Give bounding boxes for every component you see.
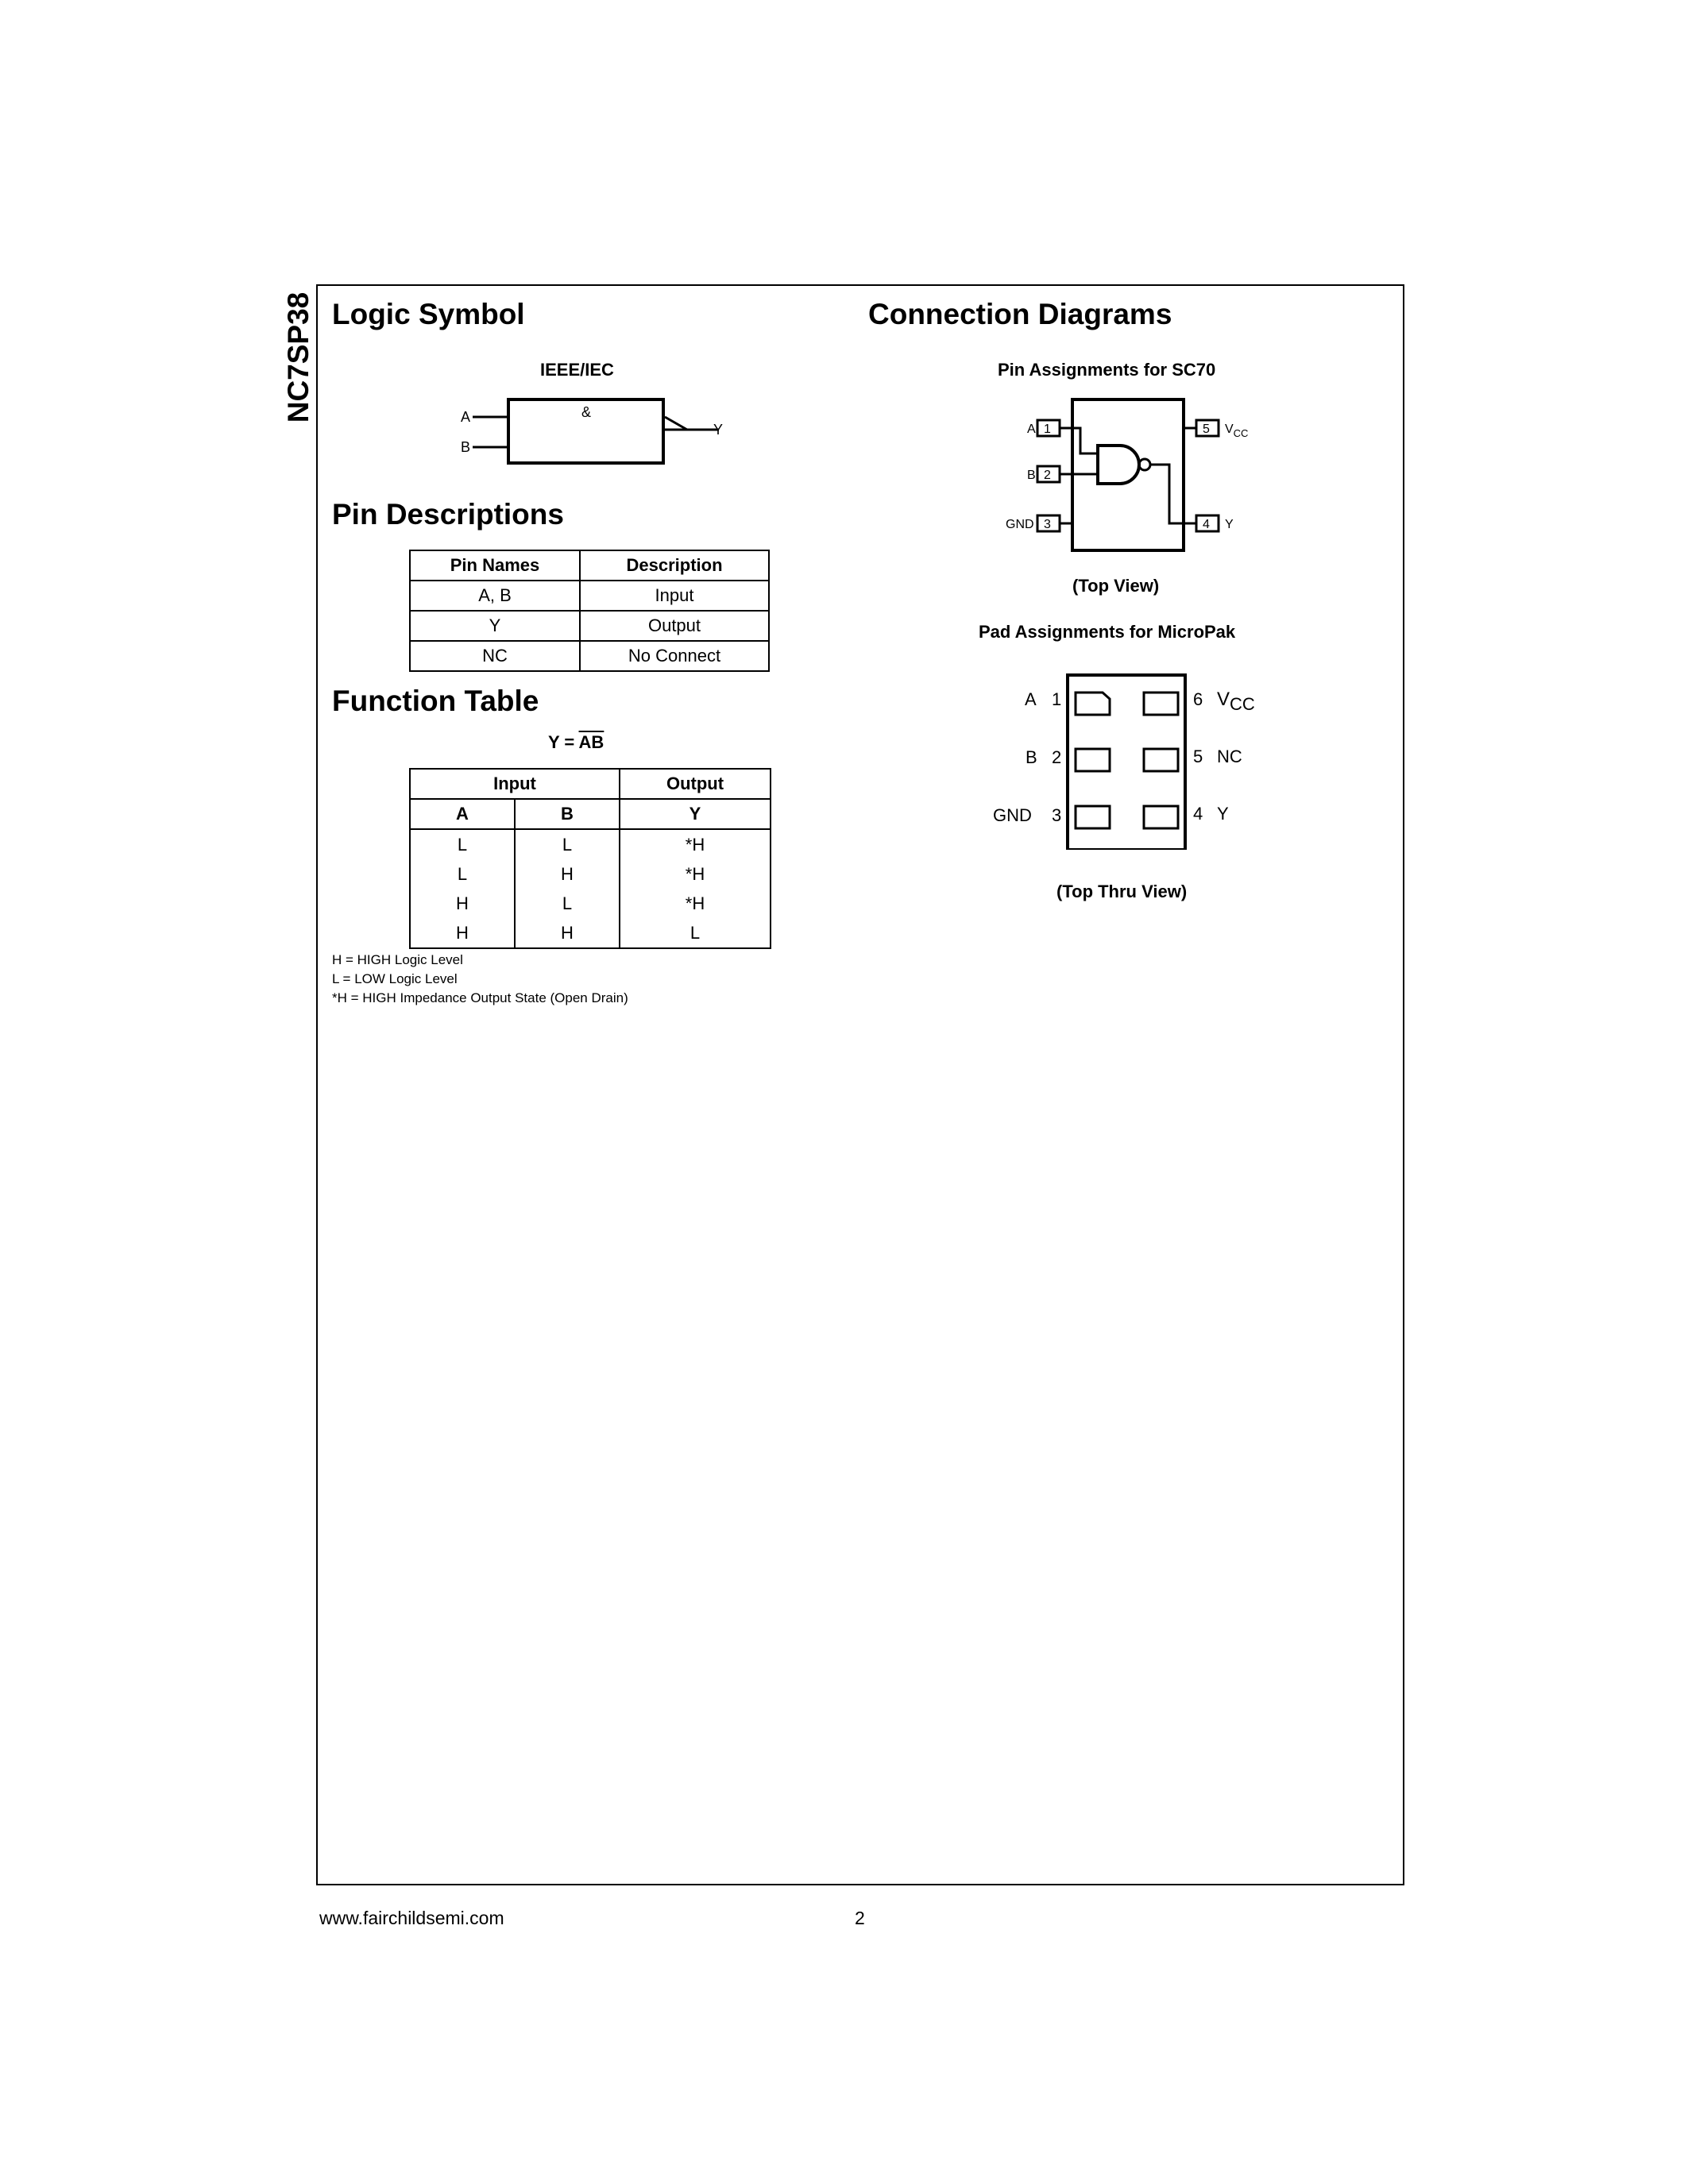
table-row xyxy=(410,641,769,671)
micropak-pad-num: 3 xyxy=(1052,805,1062,825)
table-row xyxy=(410,829,771,859)
micropak-pad-num: 2 xyxy=(1052,747,1062,767)
table-row xyxy=(410,611,769,641)
sc70-pin-num: 4 xyxy=(1203,518,1210,531)
sc70-pin-num: 3 xyxy=(1044,518,1051,531)
table-cell: NC xyxy=(410,641,580,671)
logic-symbol-standard: IEEE/IEC xyxy=(540,360,614,380)
micropak-pad-name-y: Y xyxy=(1217,804,1229,824)
column-header: A xyxy=(410,799,515,829)
sc70-pin-num: 5 xyxy=(1203,423,1210,436)
logic-input-b-label: B xyxy=(461,439,471,455)
function-equation xyxy=(548,732,604,753)
table-cell: No Connect xyxy=(580,641,769,671)
table-cell: Y xyxy=(410,611,580,641)
connection-diagrams-heading: Connection Diagrams xyxy=(868,298,1172,330)
table-row xyxy=(410,889,771,918)
column-header: B xyxy=(515,799,620,829)
logic-symbol-heading: Logic Symbol xyxy=(332,298,525,330)
pin-descriptions-heading: Pin Descriptions xyxy=(332,498,564,531)
logic-symbol-diagram xyxy=(445,393,731,473)
table-cell: L xyxy=(410,829,515,859)
pin-descriptions-table xyxy=(409,550,770,672)
sc70-pin-name-a: A xyxy=(1027,423,1036,436)
function-table-notes xyxy=(332,951,628,1008)
table-cell: *H xyxy=(620,889,771,918)
micropak-pad-num: 1 xyxy=(1052,689,1062,709)
vcc-subscript: CC xyxy=(1233,427,1249,439)
table-cell: H xyxy=(410,889,515,918)
table-cell: L xyxy=(515,889,620,918)
column-header: Description xyxy=(580,550,769,581)
micropak-pad-name-b: B xyxy=(1026,747,1037,767)
table-cell: Output xyxy=(580,611,769,641)
group-header-output: Output xyxy=(620,769,771,799)
table-cell: *H xyxy=(620,829,771,859)
micropak-pad-name-a: A xyxy=(1025,689,1037,709)
table-row xyxy=(410,918,771,948)
equation-overbar-term: $\overline{AB}$ xyxy=(578,732,605,752)
micropak-pad-name-nc: NC xyxy=(1217,747,1242,766)
footer-url: www.fairchildsemi.com xyxy=(319,1908,504,1928)
table-cell: L xyxy=(515,829,620,859)
sc70-caption: (Top View) xyxy=(1072,576,1160,596)
logic-input-a-label: A xyxy=(461,409,471,425)
micropak-pad-name-vcc xyxy=(1217,689,1255,714)
micropak-pad-num: 6 xyxy=(1193,689,1203,709)
table-group-header-row xyxy=(410,769,771,799)
table-cell: *H xyxy=(620,859,771,889)
column-header: Pin Names xyxy=(410,550,580,581)
micropak-pad-num: 4 xyxy=(1193,804,1203,824)
note-line: *H = HIGH Impedance Output State (Open Drain) xyxy=(332,990,628,1005)
note-line: L = LOW Logic Level xyxy=(332,971,458,986)
column-header: Y xyxy=(620,799,771,829)
sc70-pin-name-y: Y xyxy=(1225,518,1234,531)
table-cell: H xyxy=(410,918,515,948)
micropak-pad-name-gnd: GND xyxy=(993,805,1032,825)
function-table-heading: Function Table xyxy=(332,685,539,717)
page-number: 2 xyxy=(855,1908,865,1928)
sc70-pin-diagram xyxy=(993,392,1263,566)
table-cell: L xyxy=(620,918,771,948)
part-number-vertical xyxy=(275,286,323,429)
table-cell: H xyxy=(515,859,620,889)
micropak-pad-diagram xyxy=(985,667,1279,850)
sc70-pin-num: 2 xyxy=(1044,469,1051,482)
vcc-subscript: CC xyxy=(1230,694,1255,714)
table-cell: H xyxy=(515,918,620,948)
table-header-row xyxy=(410,550,769,581)
function-table xyxy=(409,768,771,949)
logic-gate-and-label: & xyxy=(581,404,592,420)
vcc-main: V xyxy=(1217,689,1230,710)
note-line: H = HIGH Logic Level xyxy=(332,952,463,967)
sc70-title: Pin Assignments for SC70 xyxy=(998,360,1216,380)
micropak-caption: (Top Thru View) xyxy=(1056,882,1188,901)
table-row xyxy=(410,859,771,889)
sc70-pin-name-gnd: GND xyxy=(1006,518,1034,531)
table-cell: Input xyxy=(580,581,769,611)
sc70-pin-name-vcc xyxy=(1225,423,1248,439)
table-cell: L xyxy=(410,859,515,889)
equation-prefix: Y = xyxy=(548,732,579,752)
sc70-pin-name-b: B xyxy=(1027,469,1036,482)
table-header-row xyxy=(410,799,771,829)
table-row xyxy=(410,581,769,611)
group-header-input: Input xyxy=(410,769,620,799)
vcc-main: V xyxy=(1225,423,1234,436)
part-number-text: NC7SP38 xyxy=(282,291,315,423)
logic-output-y-label: Y xyxy=(713,422,724,438)
sc70-pin-num: 1 xyxy=(1044,423,1051,436)
micropak-title: Pad Assignments for MicroPak xyxy=(979,622,1236,642)
table-cell: A, B xyxy=(410,581,580,611)
micropak-pad-num: 5 xyxy=(1193,747,1203,766)
